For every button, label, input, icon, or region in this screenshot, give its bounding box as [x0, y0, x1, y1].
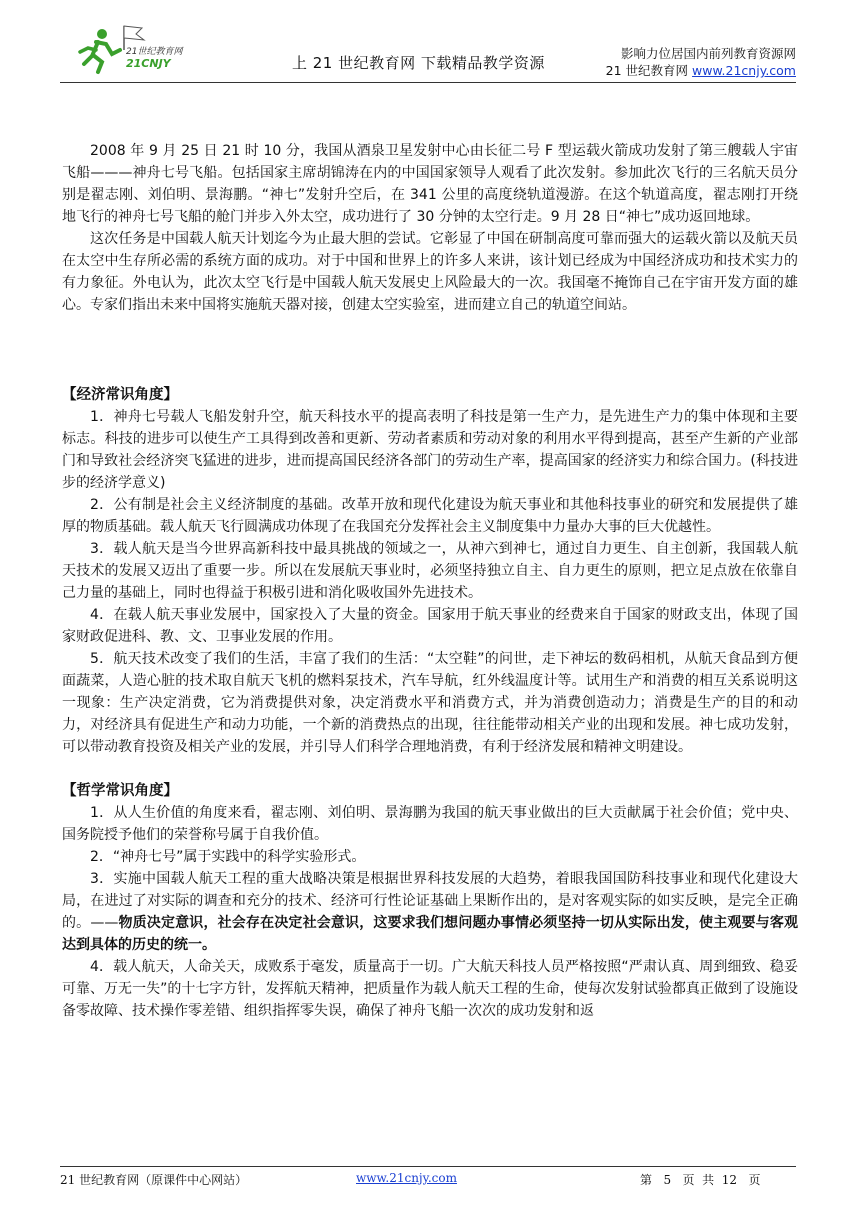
economics-item-2: 2．公有制是社会主义经济制度的基础。改革开放和现代化建设为航天事业和其他科技事业的研究和发展提供了雄厚的物质基础。载人航天飞行圆满成功体现了在我国充分发挥社会主义制度集中力量办大事的巨大优越性。	[62, 497, 798, 535]
header-tagline-line2	[606, 62, 796, 79]
economics-item-3: 3．载人航天是当今世界高新科技中最具挑战的领域之一，从神六到神七，通过自力更生、自主创新，我国载人航天技术的发展又迈出了重要一步。所以在发展航天事业时，必须坚持独立自主、自力更生的原则，把立足点放在依靠自己力量的基础上，同时也得益于积极引进和消化吸收国外先进技术。	[62, 541, 798, 601]
intro-paragraph-1: 2008 年 9 月 25 日 21 时 10 分，我国从酒泉卫星发射中心由长征二号 F 型运载火箭成功发射了第三艘载人宇宙飞船———神舟七号飞船。包括国家主席胡锦涛在内的中国国家领导人观看了此次发射。参加此次飞行的三名航天员分别是翟志刚、刘伯明、景海鹏。“神七”发射升空后，在 341 公里的高度绕轨道漫游。在这个轨道高度，翟志刚打开绕地飞行的神舟七号飞船的舱门并步入外太空，成功进行了 30 分钟的太空行走。9 月 28 日“神七”成功返回地球。	[62, 143, 798, 225]
document-body	[62, 140, 798, 1022]
header-title: 上 21 世纪教育网 下载精品教学资源	[292, 54, 545, 72]
philosophy-item-3-text: 3．实施中国载人航天工程的重大战略决策是根据世界科技发展的大趋势，着眼我国国防科技事业和现代化建设大局，在进过了对实际的调查和充分的技术、经济可行性论证基础上果断作出的，是对客观实际的如实反映，是完全正确的。——	[62, 871, 798, 931]
economics-item-4: 4．在载人航天事业发展中，国家投入了大量的资金。国家用于航天事业的经费来自于国家的财政支出，体现了国家财政促进科、教、文、卫事业发展的作用。	[62, 607, 798, 645]
svg-text:21世纪教育网: 21世纪教育网	[126, 47, 183, 57]
philosophy-item-3	[62, 868, 798, 956]
header-site-link[interactable]: www.21cnjy.com	[692, 63, 796, 78]
philosophy-section-title: 【哲学常识角度】	[62, 783, 178, 799]
philosophy-item-4: 4．载人航天，人命关天，成败系于毫发，质量高于一切。广大航天科技人员严格按照“严肃认真、周到细致、稳妥可靠、万无一失”的十七字方针，发挥航天精神，把质量作为载人航天工程的生命，使每次发射试验都真正做到了设施设备零故障、技术操作零差错、组织指挥零失误，确保了神舟飞船一次次的成功发射和返	[62, 959, 798, 1019]
page-header	[60, 20, 796, 83]
philosophy-item-2: 2．“神舟七号”属于实践中的科学实验形式。	[90, 849, 366, 865]
header-site-name: 21 世纪教育网	[605, 63, 693, 78]
economics-section-title: 【经济常识角度】	[62, 387, 178, 403]
header-tagline	[606, 45, 796, 79]
svg-text:21CNJY: 21CNJY	[126, 57, 171, 70]
site-logo	[66, 20, 216, 78]
page-footer	[60, 1166, 796, 1187]
header-tagline-line1: 影响力位居国内前列教育资源网	[620, 46, 796, 61]
philosophy-item-1: 1．从人生价值的角度来看，翟志刚、刘伯明、景海鹏为我国的航天事业做出的巨大贡献属于社会价值；党中央、国务院授予他们的荣誉称号属于自我价值。	[62, 805, 798, 843]
economics-item-1: 1．神舟七号载人飞船发射升空，航天科技水平的提高表明了科技是第一生产力，是先进生产力的集中体现和主要标志。科技的进步可以使生产工具得到改善和更新、劳动者素质和劳动对象的利用水平得到提高，甚至产生新的产业部门和导致社会经济突飞猛进的进步，进而提高国民经济各部门的劳动生产率，提高国家的经济实力和综合国力。(科技进步的经济学意义)	[62, 409, 798, 491]
footer-site-name: 21 世纪教育网（原课件中心网站）	[60, 1173, 248, 1187]
intro-paragraph-2: 这次任务是中国载人航天计划迄今为止最大胆的尝试。它彰显了中国在研制高度可靠而强大的运载火箭以及航天员在太空中生存所必需的系统方面的成功。对于中国和世界上的许多人来讲，该计划已经成为中国经济成功和技术实力的有力象征。外电认为，此次太空飞行是中国载人航天发展史上风险最大的一次。我国毫不掩饰自己在宇宙开发方面的雄心。专家们指出未来中国将实施航天器对接，创建太空实验室，进而建立自己的轨道空间站。	[62, 231, 798, 313]
philosophy-item-3-emphasis: 物质决定意识，社会存在决定社会意识，这要求我们想问题办事情必须坚持一切从实际出发，使主观要与客观达到具体的历史的统一。	[62, 915, 799, 953]
footer-page-number: 第 5 页 共 12 页	[640, 1173, 761, 1187]
footer-site-link[interactable]: www.21cnjy.com	[356, 1171, 457, 1185]
economics-item-5: 5．航天技术改变了我们的生活，丰富了我们的生活：“太空鞋”的问世，走下神坛的数码相机，从航天食品到方便面蔬菜，人造心脏的技术取自航天飞机的燃料泵技术，汽车导航，红外线温度计等。试用生产和消费的相互关系说明这一现象：生产决定消费，它为消费提供对象，决定消费水平和消费方式，并为消费创造动力；消费是生产的目的和动力，对经济具有促进生产和动力功能，一个新的消费热点的出现，往往能带动相关产业的出现和发展。神七成功发射，可以带动教育投资及相关产业的发展，并引导人们科学合理地消费，有利于经济发展和精神文明建设。	[62, 651, 798, 755]
